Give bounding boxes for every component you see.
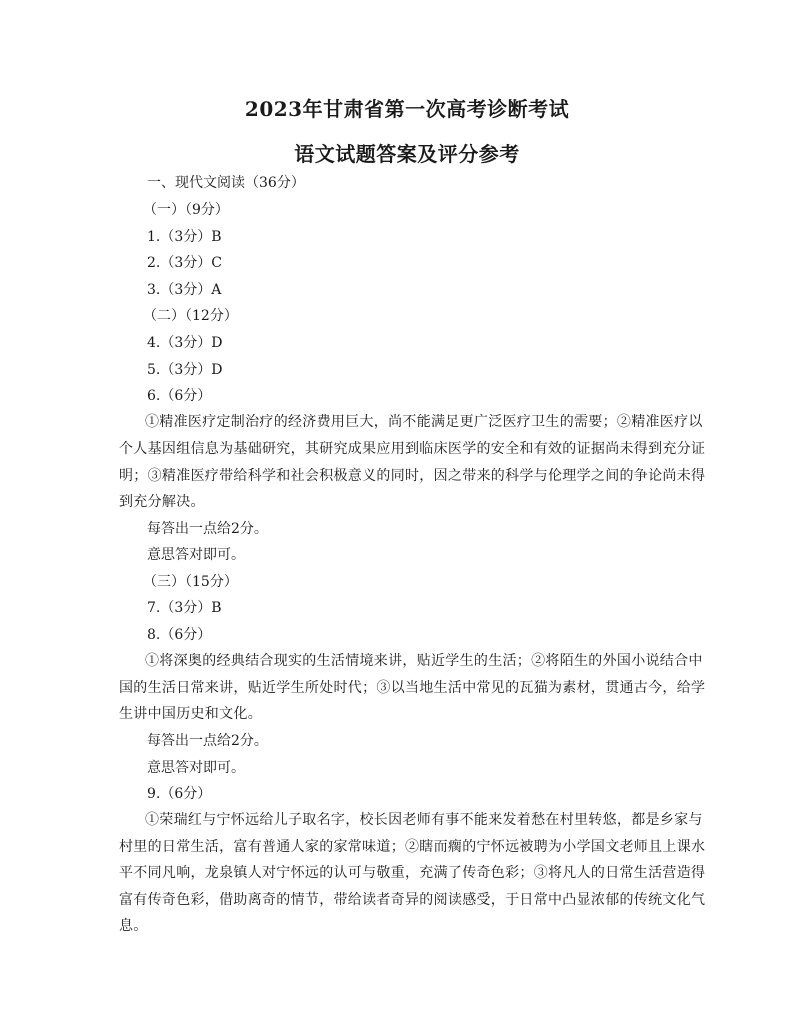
part-heading: （一）（9分）	[143, 202, 229, 218]
answer-text-line: 明；③精准医疗带给科学和社会积极意义的同时，因之带来的科学与伦理学之间的争论尚未得	[119, 468, 706, 484]
scoring-note: 意思答对即可。	[147, 760, 245, 776]
scoring-note: 每答出一点给2分。	[147, 521, 268, 537]
answer-q3: 3.（3分）A	[147, 282, 222, 298]
part-heading: （二）（12分）	[143, 308, 238, 324]
section-heading: 一、现代文阅读（36分）	[147, 175, 305, 191]
scoring-note: 每答出一点给2分。	[147, 733, 268, 749]
answer-text-line: 息。	[119, 918, 148, 934]
answer-text-line: 平不同凡响，龙泉镇人对宁怀远的认可与敬重，充满了传奇色彩；③将凡人的日常生活营造得	[119, 865, 706, 881]
question-q8: 8.（6分）	[147, 627, 212, 643]
answer-text-line: 村里的日常生活，富有普通人家的家常味道；②瞎而瘸的宁怀远被聘为小学国文老师且上课水	[119, 839, 706, 855]
answer-text-line: 富有传奇色彩，借助离奇的情节，带给读者奇异的阅读感受，于日常中凸显浓郁的传统文化气	[119, 892, 706, 908]
answer-q7: 7.（3分）B	[147, 600, 222, 616]
answer-text-line: 到充分解决。	[119, 494, 205, 510]
scoring-note: 意思答对即可。	[147, 547, 245, 563]
answer-q2: 2.（3分）C	[147, 255, 222, 271]
question-q9: 9.（6分）	[147, 786, 212, 802]
question-q6: 6.（6分）	[147, 388, 212, 404]
answer-text-line: ①精准医疗定制治疗的经济费用巨大，尚不能满足更广泛医疗卫生的需要；②精准医疗以	[145, 414, 703, 430]
answer-text-line: ①荣瑞红与宁怀远给儿子取名字，校长因老师有事不能来发着愁在村里转悠，都是乡家与	[145, 812, 703, 828]
answer-q4: 4.（3分）D	[147, 335, 223, 351]
answer-text-line: ①将深奥的经典结合现实的生活情境来讲，贴近学生的生活；②将陌生的外国小说结合中	[145, 653, 703, 669]
part-heading: （三）（15分）	[143, 574, 238, 590]
answer-q1: 1.（3分）B	[147, 229, 222, 245]
answer-text-line: 国的生活日常来讲，贴近学生所处时代；③以当地生活中常见的瓦猫为素材，贯通古今，给学	[119, 680, 706, 696]
answer-q5: 5.（3分）D	[147, 362, 223, 378]
answer-text-line: 个人基因组信息为基础研究，其研究成果应用到临床医学的安全和有效的证据尚未得到充分证	[119, 441, 706, 457]
document-subtitle: 语文试题答案及评分参考	[294, 142, 520, 166]
document-title: 2023年甘肃省第一次高考诊断考试	[244, 97, 570, 121]
answer-text-line: 生讲中国历史和文化。	[119, 706, 262, 722]
